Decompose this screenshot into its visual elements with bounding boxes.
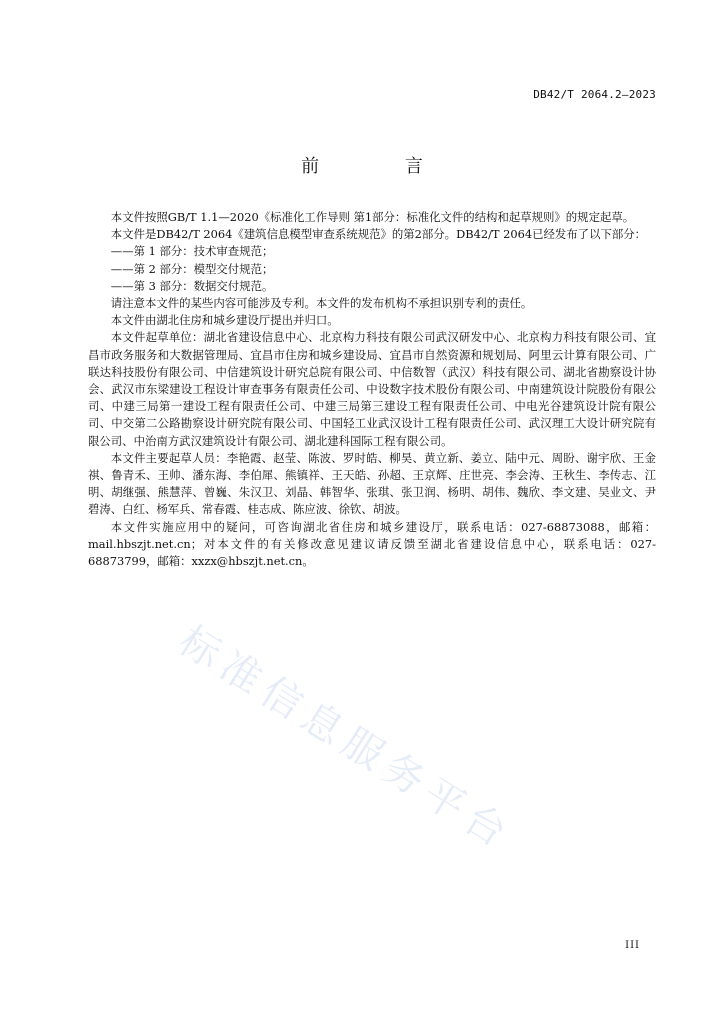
paragraph-drafting-units: 本文件起草单位：湖北省建设信息中心、北京构力科技有限公司武汉研发中心、北京构力科技有限公司、宜昌市政务服务和大数据管理局、宜昌市住房和城乡建设局、宜昌市自然资源和规划局、阿里云计算有限公司、广联达科技股份有限公司、中信建筑设计研究总院有限公司、中信数智（武汉）科技有限公司、湖北省勘察设计协会、武汉市东梁建设工程设计审查事务有限责任公司、中设数字技术股份有限公司、中南建筑设计院股份有限公司、中建三局第一建设工程有限责任公司、中建三局第三建设工程有限责任公司、中电光谷建筑设计院有限公司、中交第二公路勘察设计研究院有限公司、中国轻工业武汉设计工程有限责任公司、武汉理工大设计研究院有限公司、中治南方武汉建筑设计有限公司、湖北建科国际工程有限公司。	[88, 330, 656, 448]
paragraph-drafting-rules: 本文件按照GB/T 1.1—2020《标准化工作导则 第1部分：标准化文件的结构和起草规则》的规定起草。	[110, 210, 635, 224]
foreword-body	[88, 209, 656, 570]
paragraph-proposer: 本文件由湖北住房和城乡建设厅提出并归口。	[110, 313, 339, 328]
list-item-part-2: ——第 2 部分：模型交付规范；	[110, 261, 274, 276]
page-title: 前 言	[301, 156, 463, 177]
watermark: 标准信息服务平台	[170, 617, 521, 861]
document-code: DB42/T 2064.2—2023	[533, 88, 656, 101]
paragraph-drafters: 本文件主要起草人员：李艳霞、赵莹、陈波、罗时皓、柳昊、黄立新、姜立、陆中元、周盼、谢宇欣、王金祺、鲁青禾、王帅、潘东海、李伯犀、熊镇祥、王天皓、孙超、王京辉、庄世亮、李会涛、王秋生、李传志、江明、胡继强、熊慧萍、曾巍、朱汉卫、刘晶、韩智华、张琪、张卫润、杨明、胡伟、魏欣、李文建、吴业文、尹碧涛、白红、杨军兵、常春霞、桂志成、陈应波、徐钦、胡波。	[88, 450, 656, 517]
paragraph-parts-intro: 本文件是DB42/T 2064《建筑信息模型审查系统规范》的第2部分。DB42/T 2064已经发布了以下部分：	[110, 227, 647, 242]
list-item-part-1: ——第 1 部分：技术审查规范；	[110, 244, 274, 259]
paragraph-contact: 本文件实施应用中的疑问，可咨询湖北省住房和城乡建设厅，联系电话：027-68873088，邮箱：mail.hbszjt.net.cn；对本文件的有关修改意见建议请反馈至湖北省建设信息中心，联系电话：027-68873799，邮箱：xxzx@hbszjt.net.cn。	[88, 519, 656, 569]
paragraph-patent-notice: 请注意本文件的某些内容可能涉及专利。本文件的发布机构不承担识别专利的责任。	[110, 296, 533, 311]
list-item-part-3: ——第 3 部分：数据交付规范。	[110, 278, 274, 293]
page-number: III	[625, 940, 640, 951]
